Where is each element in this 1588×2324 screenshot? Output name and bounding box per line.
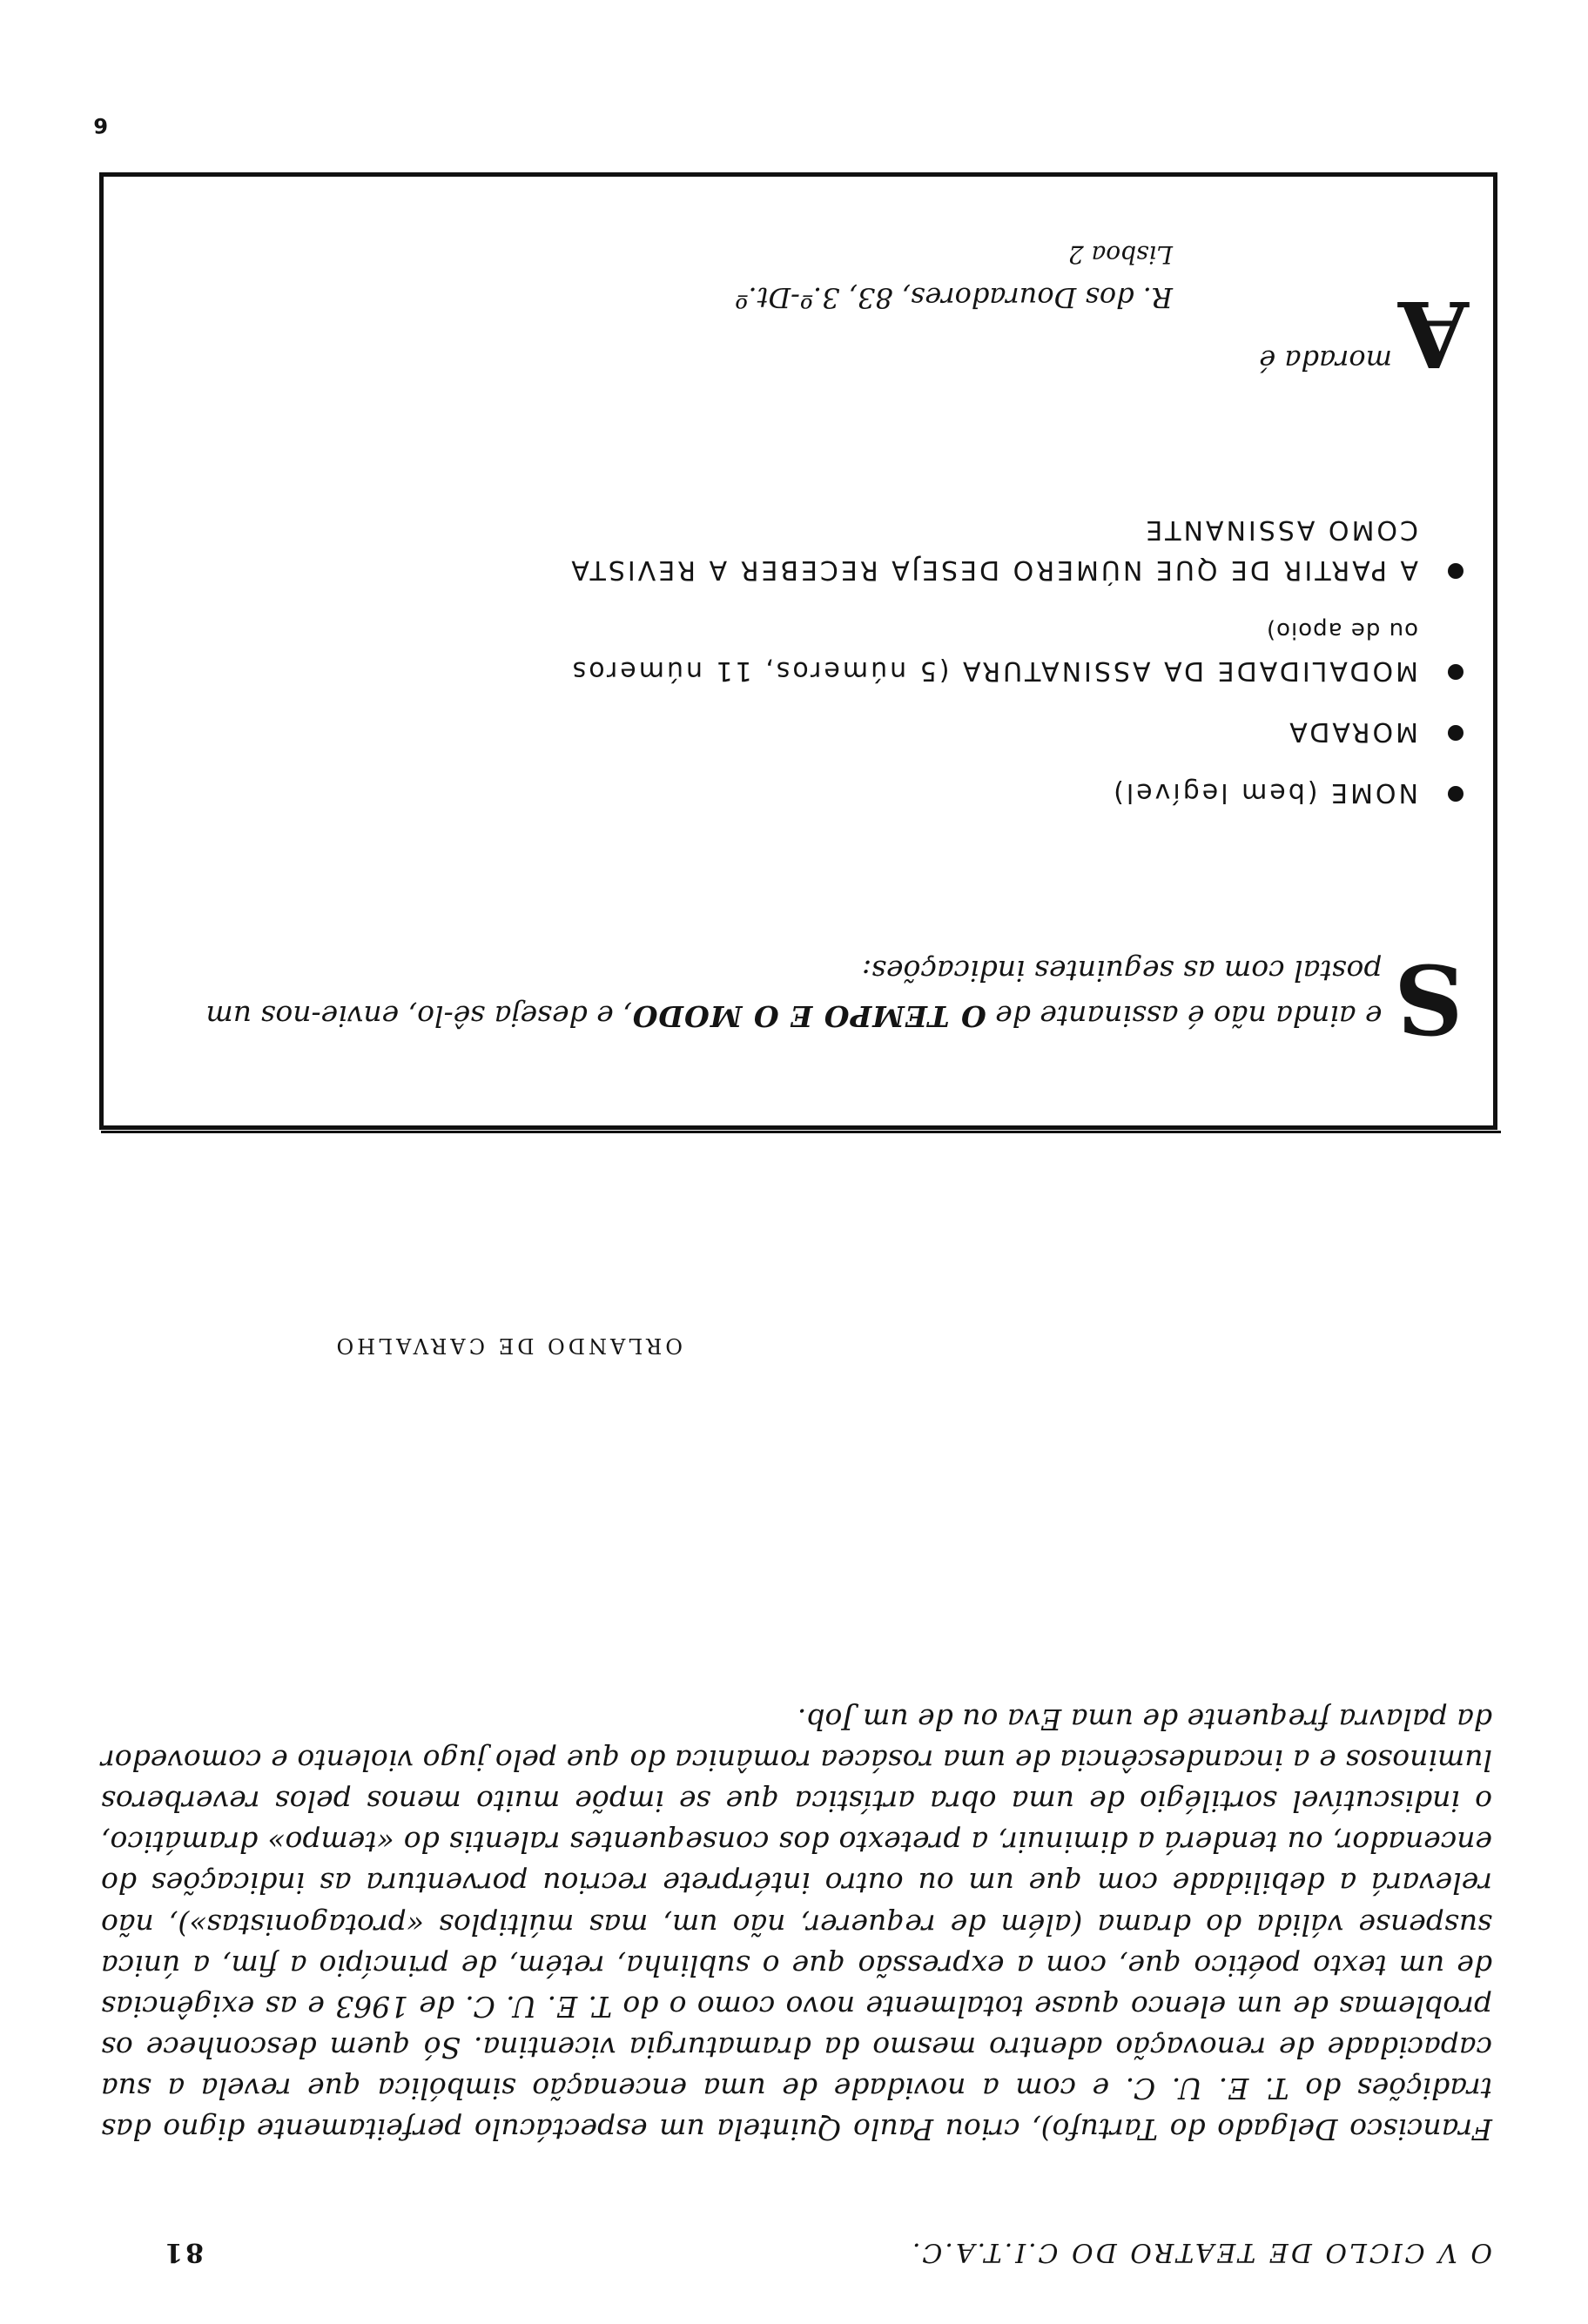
address-initial: A	[1398, 280, 1469, 387]
bullet-icon	[1448, 725, 1464, 741]
list-item	[145, 772, 1469, 812]
field-label-continued: COMO ASSINANTE	[1143, 514, 1418, 545]
article-paragraph: Francisco Delgado do Tartufo), criou Paulo Quintela um espectáculo perfeitamente digno das tradições do T. E. U. C. e com a novidade de uma encenação simbólica que revela a sua capacidade de renovação adentro mesmo da dramaturgia vicentina. Só quem desconhece os problemas de um elenco quase totalmente novo como o do T. E. U. C. de 1963 e as exigências de um texto poético que, com a expressão que o sublinha, retém, de princípio a fim, a única suspense válida do drama (além de requerer, não um, mas múltiplos «protagonistas»), não relevará a debilidade com que um ou outro intérprete recriou porventura as indicações do encenador, ou tenderá a diminuir, a pretexto dos consequentes ralentis do «tempo» dramático, o indiscutível sortilégio de uma obra artística que se impõe muito menos pelos reverberos luminosos e a incandescência de uma rosácea românica do que pelo jugo violento e comovedor da palavra frequente de uma Eva ou de um Job.	[101, 1703, 1492, 2146]
subscription-notice-box	[99, 172, 1497, 1130]
street-address: R. dos Douradores, 83, 3.º-Dt.º	[735, 281, 1173, 314]
notice-intro	[158, 943, 1464, 1055]
bullet-icon	[1448, 563, 1464, 579]
required-fields-list	[145, 488, 1469, 812]
address-label: morada é	[1259, 344, 1392, 377]
magazine-name: O TEMPO E O MODO	[631, 999, 986, 1033]
field-note: (bem legível)	[1111, 777, 1318, 808]
folio-number: 81	[162, 2237, 204, 2267]
city: Lisboa 2	[1067, 240, 1173, 269]
notice-intro-text-a: e ainda não é assinante de	[995, 999, 1383, 1033]
field-label: MODALIDADE DA ASSINATURA	[960, 655, 1418, 686]
notice-intro-text-b: , e deseja sê-lo, envie-nos um postal com as seguintes indicações:	[205, 954, 1383, 1033]
bullet-icon	[1448, 786, 1464, 802]
list-item	[145, 711, 1469, 751]
article-author: ORLANDO DE CARVALHO	[333, 1333, 683, 1358]
field-label: MORADA	[1287, 716, 1418, 747]
page-number: 6	[93, 113, 108, 138]
drop-cap: S	[1394, 943, 1464, 1055]
field-label: A PARTIR DE QUE NÚMERO DESEJA RECEBER A REVISTA	[569, 554, 1418, 585]
running-title: O V CICLO DE TEATRO DO C.I.T.A.C.	[909, 2237, 1492, 2267]
field-label: NOME	[1329, 777, 1418, 808]
list-item	[145, 509, 1469, 589]
list-item	[145, 610, 1469, 690]
field-note: (5 números, 11 números	[569, 655, 950, 686]
bullet-icon	[1448, 664, 1464, 680]
field-note-continued: ou de apoio)	[1265, 617, 1418, 643]
